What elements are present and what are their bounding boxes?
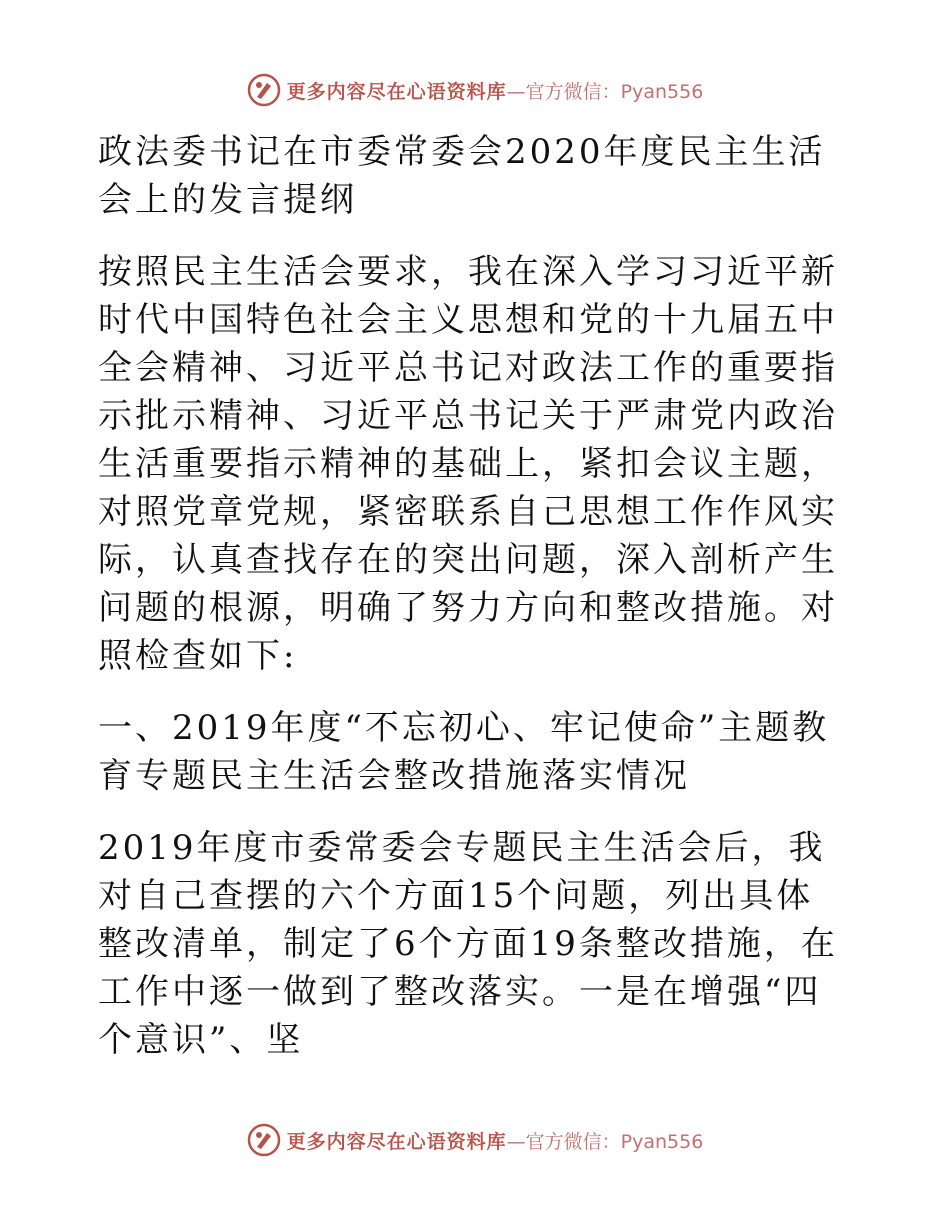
watermark-main-text: 更多内容尽在心语资料库 bbox=[286, 1130, 507, 1153]
section-1-heading: 一、2019年度“不忘初心、牢记使命”主题教育专题民主生活会整改措施落实情况 bbox=[98, 708, 830, 796]
seal-logo-icon bbox=[247, 73, 281, 107]
watermark-sub-text: —官方微信：Pyan556 bbox=[506, 1130, 704, 1153]
watermark-main-text: 更多内容尽在心语资料库 bbox=[286, 80, 507, 103]
watermark-header bbox=[0, 70, 950, 110]
section-1-paragraph: 2019年度市委常委会专题民主生活会后，我对自己查摆的六个方面15个问题，列出具体整改清单，制定了6个方面19条整改措施，在工作中逐一做到了整改落实。一是在增强“四个意识”、坚 bbox=[98, 828, 838, 1060]
watermark-sub-text: —官方微信：Pyan556 bbox=[506, 80, 704, 103]
seal-logo-icon bbox=[247, 1123, 281, 1157]
watermark-footer bbox=[0, 1120, 950, 1160]
document-title: 政法委书记在市委常委会2020年度民主生活会上的发言提纲 bbox=[98, 132, 826, 220]
intro-paragraph: 按照民主生活会要求，我在深入学习习近平新时代中国特色社会主义思想和党的十九届五中全会精神、习近平总书记对政法工作的重要指示批示精神、习近平总书记关于严肃党内政治生活重要指示精神的基础上，紧扣会议主题，对照党章党规，紧密联系自己思想工作作风实际，认真查找存在的突出问题，深入剖析产生问题的根源，明确了努力方向和整改措施。对照检查如下: bbox=[98, 252, 838, 676]
document-body bbox=[98, 128, 850, 1064]
